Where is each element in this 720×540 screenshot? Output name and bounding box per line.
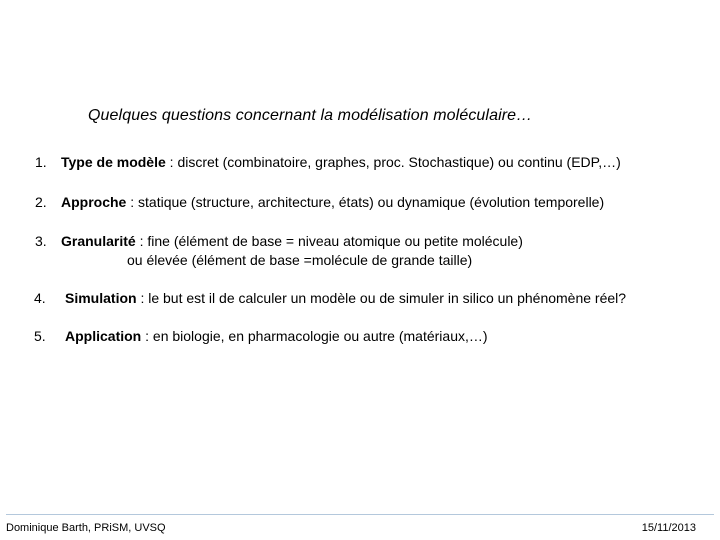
list-item-text: : discret (combinatoire, graphes, proc. Stochastique) ou continu (EDP,…) [165, 154, 621, 170]
list-item-number: 3. [35, 233, 47, 249]
slide-title: Quelques questions concernant la modélisation moléculaire… [88, 107, 533, 124]
footer-author: Dominique Barth, PRiSM, UVSQ [6, 522, 166, 534]
list-item-granularite [35, 232, 523, 251]
list-item-approche [35, 193, 604, 212]
list-item-term: Type de modèle [61, 154, 166, 170]
list-item-application [34, 327, 488, 346]
list-item-number: 4. [34, 290, 46, 306]
list-item-text: : le but est il de calculer un modèle ou de simuler in silico un phénomène réel? [136, 290, 627, 306]
list-item-granularite-continuation: ou élevée (élément de base =molécule de grande taille) [127, 252, 473, 268]
footer-divider [6, 514, 714, 515]
list-item-number: 5. [34, 328, 46, 344]
list-item-term: Granularité [61, 233, 136, 249]
list-item-text: : fine (élément de base = niveau atomique ou petite molécule) [135, 233, 523, 249]
list-item-term: Application [65, 328, 142, 344]
list-item-text: : statique (structure, architecture, états) ou dynamique (évolution temporelle) [126, 194, 605, 210]
list-item-text: : en biologie, en pharmacologie ou autre (matériaux,…) [141, 328, 488, 344]
footer-date: 15/11/2013 [641, 522, 696, 534]
list-item-term: Simulation [65, 290, 137, 306]
list-item-number: 1. [35, 154, 47, 170]
list-item-term: Approche [61, 194, 127, 210]
list-item-number: 2. [35, 194, 47, 210]
list-item-simulation [34, 289, 626, 308]
list-item-type-de-modele [35, 153, 621, 172]
